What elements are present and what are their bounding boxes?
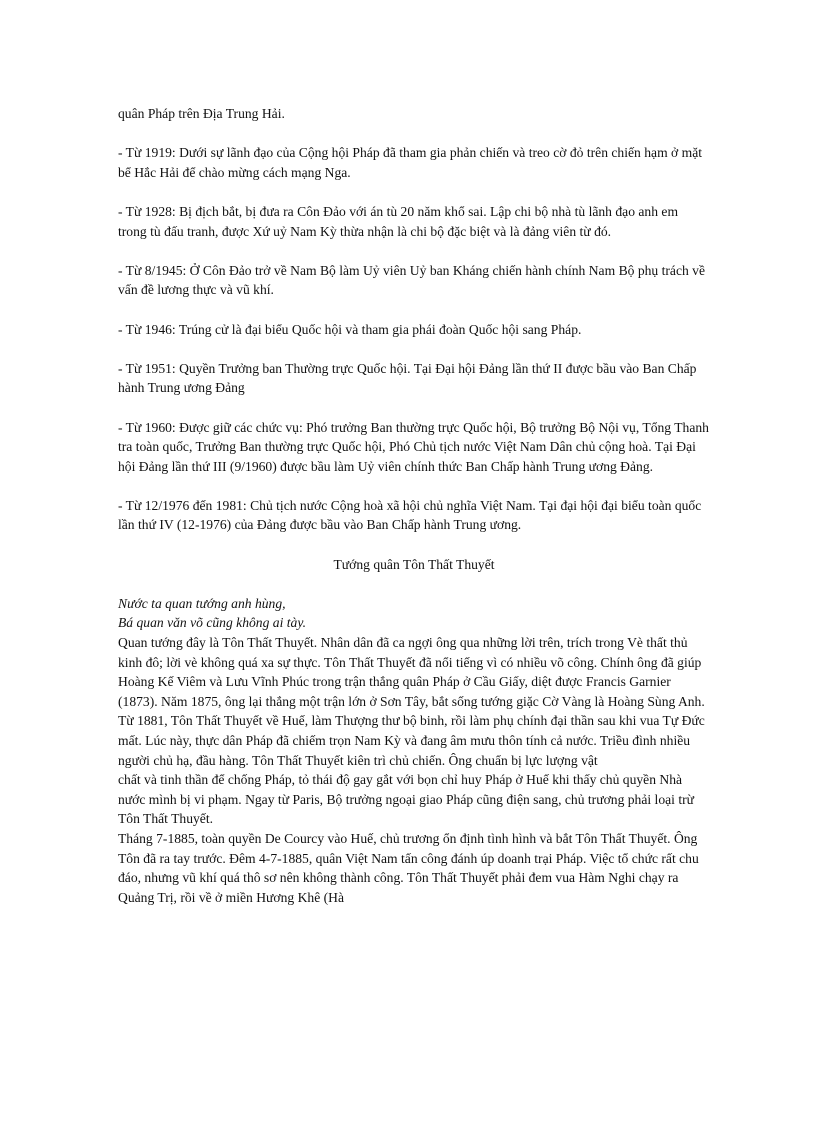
paragraph-1919: - Từ 1919: Dưới sự lãnh đạo của Cộng hội Pháp đã tham gia phản chiến và treo cờ đỏ trên chiến hạm ở mặt bể Hắc Hải để chào mừng cách mạng Nga. [118, 145, 703, 180]
paragraph-1951: - Từ 1951: Quyền Trưởng ban Thường trực Quốc hội. Tại Đại hội Đảng lần thứ II được bầu vào Ban Chấp hành Trung ương Đảng [118, 360, 697, 396]
section-title: Tướng quân Tôn Thất Thuyết [333, 556, 495, 572]
body-paragraph-1: Quan tướng đây là Tôn Thất Thuyết. Nhân dân đã ca ngợi ông qua những lời trên, trích trong Vè thất thủ kinh đô; lời vè không quá xa sự thực. Tôn Thất Thuyết đã nổi tiếng vì có nhiều võ công. Chính ông đã giúp Hoàng Kế Viêm và Lưu Vĩnh Phúc trong trận thắng quân Pháp ở Cầu Giấy, diệt được Francis Garnier (1873). Năm 1875, ông lại thắng một trận lớn ở Sơn Tây, bắt sống tướng giặc Cờ Vàng là Hoàng Sùng Anh. [118, 635, 705, 709]
paragraph-1976: - Từ 12/1976 đến 1981: Chủ tịch nước Cộng hoà xã hội chủ nghĩa Việt Nam. Tại đại hội đại biểu toàn quốc lần thứ IV (12-1976) của Đảng được bầu vào Ban Chấp hành Trung ương. [118, 497, 702, 533]
verse-line-2: Bá quan văn võ cũng không ai tày. [118, 615, 307, 631]
verse-line-1: Nước ta quan tướng anh hùng, [118, 595, 286, 611]
body-paragraph-4: Tháng 7-1885, toàn quyền De Courcy vào Huế, chủ trương ổn định tình hình và bắt Tôn Thất Thuyết. Ông Tôn đã ra tay trước. Đêm 4-7-1885, quân Việt Nam tấn công đánh úp doanh trại Pháp. Việc tổ chức rất chu đáo, nhưng vũ khí quá thô sơ nên không thành công. Tôn Thất Thuyết phải đem vua Hàm Nghi chạy ra Quảng Trị, rồi về ở miền Hương Khê (Hà [118, 830, 699, 905]
paragraph-continuation: quân Pháp trên Địa Trung Hải. [118, 106, 285, 121]
paragraph-1928: - Từ 1928: Bị địch bắt, bị đưa ra Côn Đảo với án tù 20 năm khổ sai. Lập chi bộ nhà tù lãnh đạo anh em trong tù đấu tranh, được Xứ uỷ Nam Kỳ thừa nhận là chi bộ đặc biệt và là đảng viên từ đó. [118, 203, 679, 239]
body-paragraph-3: chất và tinh thần để chống Pháp, tỏ thái độ gay gắt với bọn chỉ huy Pháp ở Huế khi thấy chủ quyền Nhà nước mình bị vi phạm. Ngay từ Paris, Bộ trưởng ngoại giao Pháp cũng điện sang, chủ trương phải loại trừ Tôn Thất Thuyết. [118, 772, 695, 827]
document-page [118, 104, 710, 907]
body-paragraph-2: Từ 1881, Tôn Thất Thuyết về Huế, làm Thượng thư bộ binh, rồi làm phụ chính đại thần sau khi vua Tự Đức mất. Lúc này, thực dân Pháp đã chiếm trọn Nam Kỳ và đang âm mưu thôn tính cả nước. Triều đình nhiều người chủ hạ, đầu hàng. Tôn Thất Thuyết kiên trì chủ chiến. Ông chuẩn bị lực lượng vật [118, 713, 705, 768]
paragraph-1960: - Từ 1960: Được giữ các chức vụ: Phó trưởng Ban thường trực Quốc hội, Bộ trưởng Bộ Nội vụ, Tổng Thanh tra toàn quốc, Trưởng Ban thường trực Quốc hội, Phó Chủ tịch nước Việt Nam Dân chủ cộng hoà. Tại Đại hội Đảng lần thứ III (9/1960) được bầu làm Uỷ viên chính thức Ban Chấp hành Trung ương Đảng. [118, 419, 709, 474]
paragraph-1945: - Từ 8/1945: Ở Côn Đảo trở về Nam Bộ làm Uỷ viên Uỷ ban Kháng chiến hành chính Nam Bộ phụ trách về vấn đề lương thực và vũ khí. [118, 262, 706, 298]
paragraph-1946: - Từ 1946: Trúng cử là đại biểu Quốc hội và tham gia phái đoàn Quốc hội sang Pháp. [118, 321, 582, 337]
